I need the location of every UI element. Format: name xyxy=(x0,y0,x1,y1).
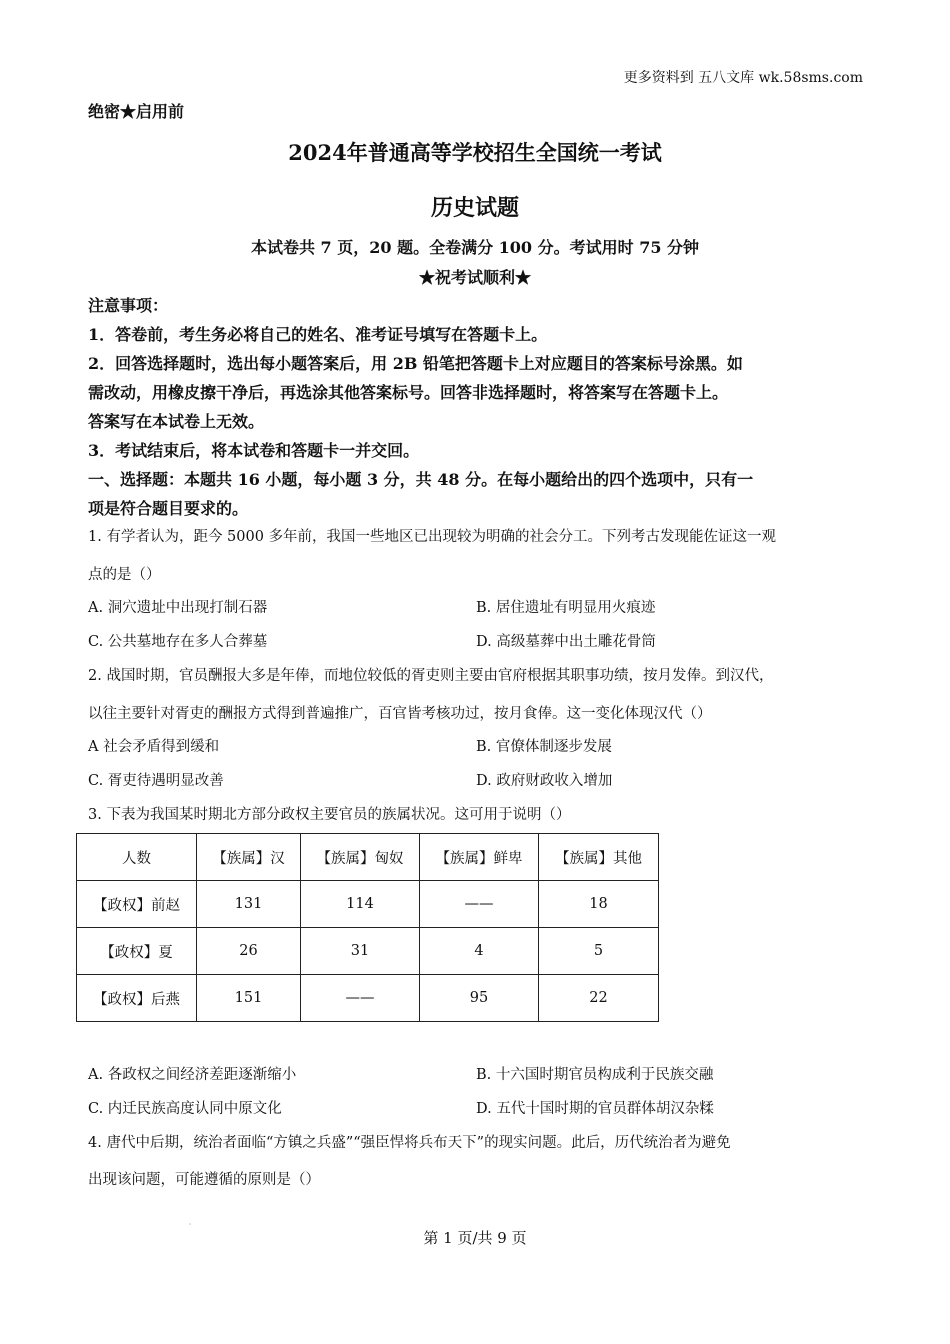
table-cell: 5 xyxy=(539,928,659,975)
q1-option-a: A. 洞穴遗址中出现打制石器 xyxy=(88,600,268,616)
exam-subject-title: 历史试题 xyxy=(430,195,519,221)
q1-option-c: C. 公共墓地存在多人合葬墓 xyxy=(88,634,268,650)
table-cell: 26 xyxy=(197,928,301,975)
table-cell: —— xyxy=(420,881,539,928)
table-row xyxy=(77,975,659,1022)
table-header-row xyxy=(77,834,659,881)
table-row xyxy=(77,881,659,928)
notice-item: 3．考试结束后，将本试卷和答题卡一并交回。 xyxy=(88,441,420,460)
table-cell: 18 xyxy=(539,881,659,928)
table-cell: 【政权】后燕 xyxy=(77,975,197,1022)
table-cell: 【政权】夏 xyxy=(77,928,197,975)
exam-info: 本试卷共 7 页，20 题。全卷满分 100 分。考试用时 75 分钟 xyxy=(250,238,700,257)
section-heading-cont: 项是符合题目要求的。 xyxy=(88,499,249,518)
stray-dot-mark: ˙ xyxy=(188,1223,192,1232)
table-header-cell: 【族属】匈奴 xyxy=(301,834,420,881)
table-header-cell: 【族属】汉 xyxy=(197,834,301,881)
notice-item: 答案写在本试卷上无效。 xyxy=(88,412,265,431)
table-header-cell: 人数 xyxy=(77,834,197,881)
table-cell: 114 xyxy=(301,881,420,928)
table-cell: 4 xyxy=(420,928,539,975)
q2-option-c: C. 胥吏待遇明显改善 xyxy=(88,773,224,789)
table-header-cell: 【族属】鲜卑 xyxy=(420,834,539,881)
q1-option-d: D. 高级墓葬中出土雕花骨筒 xyxy=(476,634,656,650)
table-cell: 【政权】前赵 xyxy=(77,881,197,928)
q1-stem-line1: 1. 有学者认为，距今 5000 多年前，我国一些地区已出现较为明确的社会分工。下列考古发现能佐证这一观 xyxy=(88,529,777,545)
q2-stem-line2: 以往主要针对胥吏的酬报方式得到普遍推广，百官皆考核功过，按月食俸。这一变化体现汉代（） xyxy=(88,706,712,722)
notice-item: 1．答卷前，考生务必将自己的姓名、准考证号填写在答题卡上。 xyxy=(88,325,548,344)
table-cell: 22 xyxy=(539,975,659,1022)
notice-item: 2．回答选择题时，选出每小题答案后，用 2B 铅笔把答题卡上对应题目的答案标号涂黑。如 xyxy=(88,354,743,373)
exam-main-title: 2024年普通高等学校招生全国统一考试 xyxy=(288,140,662,165)
section-heading: 一、选择题：本题共 16 小题，每小题 3 分，共 48 分。在每小题给出的四个选项中，只有一 xyxy=(88,470,754,489)
q2-option-a: A 社会矛盾得到缓和 xyxy=(88,739,220,755)
page-footer: 第 1 页/共 9 页 xyxy=(423,1229,527,1247)
official-ethnicity-table xyxy=(76,833,659,1022)
q2-stem-line1: 2. 战国时期，官员酬报大多是年俸，而地位较低的胥吏则主要由官府根据其职事功绩，按月发俸。到汉代， xyxy=(88,668,774,684)
table-cell: 95 xyxy=(420,975,539,1022)
notice-section xyxy=(88,291,868,523)
table-cell: 31 xyxy=(301,928,420,975)
table-row xyxy=(77,928,659,975)
q3-stem: 3. 下表为我国某时期北方部分政权主要官员的族属状况。这可用于说明（） xyxy=(88,807,571,823)
q4-stem-line1: 4. 唐代中后期，统治者面临“方镇之兵盛”“强臣悍将兵布天下”的现实问题。此后，历代统治者为避免 xyxy=(88,1135,731,1151)
q3-option-a: A. 各政权之间经济差距逐渐缩小 xyxy=(88,1067,297,1083)
q2-option-d: D. 政府财政收入增加 xyxy=(476,773,613,789)
table-cell: 151 xyxy=(197,975,301,1022)
q1-stem-line2: 点的是（） xyxy=(88,567,161,583)
notice-heading: 注意事项： xyxy=(88,296,169,315)
q3-option-b: B. 十六国时期官员构成利于民族交融 xyxy=(476,1067,714,1083)
q3-option-d: D. 五代十国时期的官员群体胡汉杂糅 xyxy=(476,1101,714,1117)
q1-option-b: B. 居住遗址有明显用火痕迹 xyxy=(476,600,656,616)
table-header-cell: 【族属】其他 xyxy=(539,834,659,881)
secret-label: 绝密★启用前 xyxy=(88,102,185,121)
q4-stem-line2: 出现该问题，可能遵循的原则是（） xyxy=(88,1172,320,1188)
watermark-text: 更多资料到 五八文库 wk.58sms.com xyxy=(623,70,863,86)
table-cell: —— xyxy=(301,975,420,1022)
good-luck-line: ★祝考试顺利★ xyxy=(418,268,531,287)
table-cell: 131 xyxy=(197,881,301,928)
q3-option-c: C. 内迁民族高度认同中原文化 xyxy=(88,1101,282,1117)
notice-item: 需改动，用橡皮擦干净后，再选涂其他答案标号。回答非选择题时，将答案写在答题卡上。 xyxy=(88,383,729,402)
q2-option-b: B. 官僚体制逐步发展 xyxy=(476,739,612,755)
